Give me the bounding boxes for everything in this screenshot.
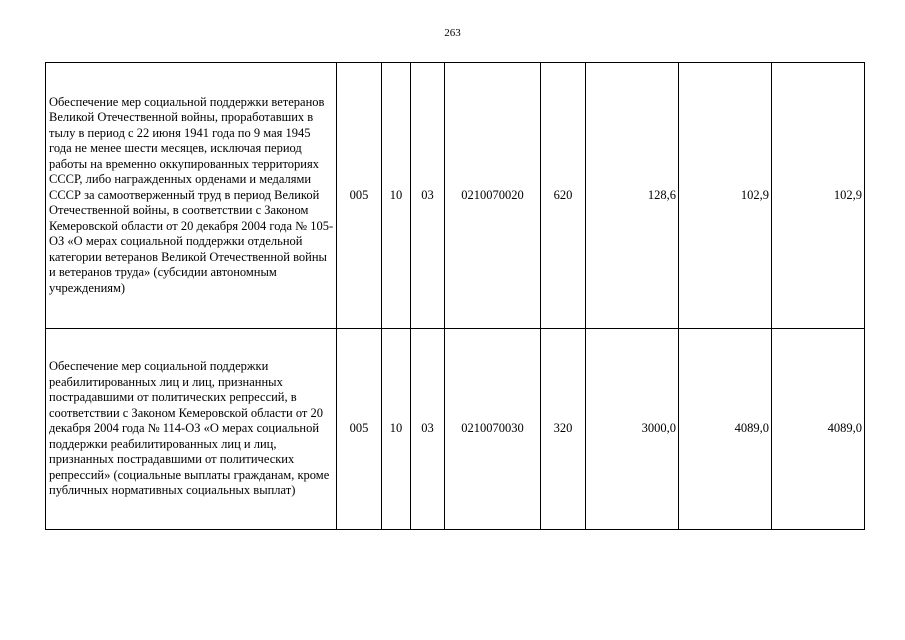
subsection-code: 03 [411, 63, 445, 329]
section-code: 10 [382, 329, 411, 530]
amount-1: 128,6 [586, 63, 679, 329]
target-article-code: 0210070030 [445, 329, 541, 530]
budget-table [45, 62, 865, 530]
row-description: Обеспечение мер социальной поддержки ветеранов Великой Отечественной войны, проработавших в тылу в период с 22 июня 1941 года по 9 мая 1945 года не менее шести месяцев, исключая период работы на временно оккупированных территориях СССР, либо награжденных орденами и медалями СССР за самоотверженный труд в период Великой Отечественной войны, в соответствии с Законом Кемеровской области от 20 декабря 2004 года № 105-ОЗ «О мерах социальной поддержки отдельной категории ветеранов Великой Отечественной войны и ветеранов труда» (субсидии автономным учреждениям) [46, 63, 337, 329]
amount-2: 102,9 [679, 63, 772, 329]
expense-type-code: 620 [541, 63, 586, 329]
ministry-code: 005 [337, 63, 382, 329]
amount-2: 4089,0 [679, 329, 772, 530]
amount-3: 4089,0 [772, 329, 865, 530]
page-number: 263 [444, 27, 461, 39]
section-code: 10 [382, 63, 411, 329]
amount-3: 102,9 [772, 63, 865, 329]
row-description: Обеспечение мер социальной поддержки реабилитированных лиц и лиц, признанных пострадавшими от политических репрессий, в соответствии с Законом Кемеровской области от 20 декабря 2004 года № 114-ОЗ «О мерах социальной поддержки реабилитированных лиц и лиц, признанных пострадавшими от политических репрессий» (социальные выплаты гражданам, кроме публичных нормативных социальных выплат) [46, 329, 337, 530]
subsection-code: 03 [411, 329, 445, 530]
target-article-code: 0210070020 [445, 63, 541, 329]
ministry-code: 005 [337, 329, 382, 530]
table-row [46, 63, 865, 329]
expense-type-code: 320 [541, 329, 586, 530]
table-row [46, 329, 865, 530]
amount-1: 3000,0 [586, 329, 679, 530]
